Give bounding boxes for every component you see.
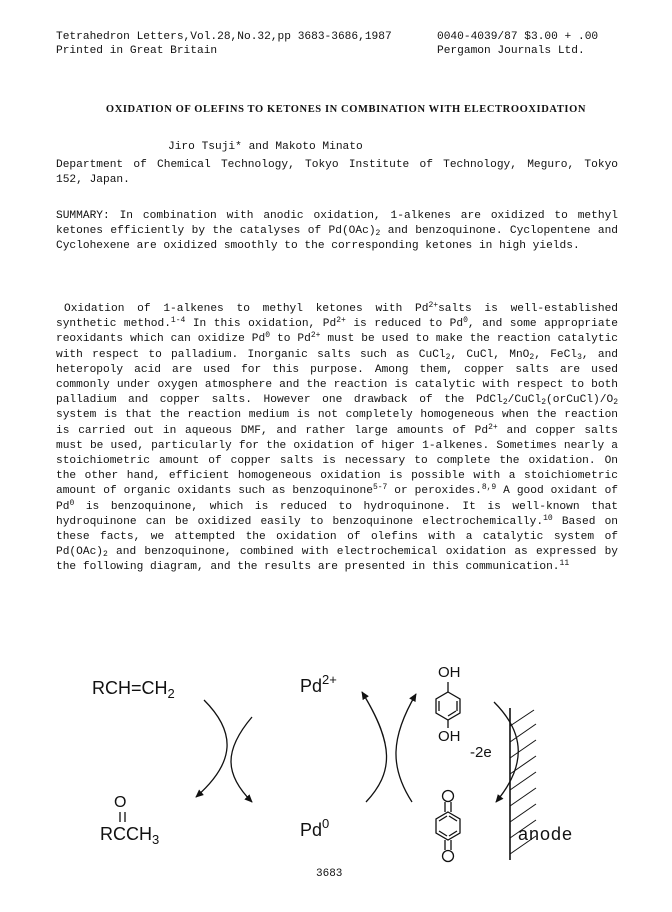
paper-title: OXIDATION OF OLEFINS TO KETONES IN COMBINATION WITH ELECTROOXIDATION (105, 104, 587, 115)
page-number: 3683 (316, 868, 343, 880)
reference-marker: 10 (543, 513, 553, 523)
superscript: 0 (265, 331, 271, 341)
subscript: 2 (541, 398, 547, 408)
ketone-text: RCCH (100, 824, 152, 844)
body-text: to Pd (270, 333, 311, 346)
body-text: and benzoquinone, combined with electrochemical oxidation as expressed by the following diagram, and the results are presented in this communication. (56, 546, 618, 574)
reference-marker: 8,9 (481, 483, 497, 493)
pd0-label (300, 816, 330, 841)
alkene-text: RCH=CH (92, 678, 168, 698)
superscript: 2+ (310, 331, 321, 341)
summary-text: In combination with anodic oxidation, 1-alkenes are oxidized to methyl ketones efficiently by the catalyses of Pd(OAc) (56, 210, 618, 238)
summary-label: SUMMARY: (56, 210, 110, 222)
body-text: must be used to make the reaction catalytic with respect to palladium. Inorganic salts such as CuCl (56, 333, 618, 361)
superscript: 0 (463, 316, 468, 326)
body-text: system is that the reaction medium is not completely homogeneous when the reaction is carried out in aqueous DMF, and rather large amounts of Pd (56, 409, 618, 437)
alkene-subscript: 2 (167, 686, 175, 701)
pd0-to-pd2-arrow (362, 692, 387, 802)
body-text: A good oxidant of Pd (56, 485, 618, 513)
pd0-text: Pd (300, 820, 323, 840)
reference-marker: 5-7 (372, 483, 388, 493)
body-text: or peroxides. (387, 485, 482, 498)
body-text: , and some appropriate reoxidants which can oxidize Pd (56, 318, 618, 346)
reaction-diagram (56, 652, 636, 892)
summary-paragraph (56, 209, 618, 255)
superscript: 2+ (488, 422, 498, 432)
quinone-to-hydroquinone-arrow (396, 694, 416, 802)
price-line: 0040-4039/87 $3.00 + .00 (437, 31, 599, 43)
superscript: 0 (69, 498, 75, 508)
body-text: , and heteropoly acid are used for this purpose. Among them, copper salts are used commonly under oxygen atmosphere and the reaction is catalytic with respect to both palladium and copper salts. However one drawback of the PdCl (56, 348, 618, 407)
publisher-line: Pergamon Journals Ltd. (437, 45, 585, 57)
subscript: 3 (577, 352, 582, 362)
ketone-label (100, 824, 159, 845)
summary-text: and benzoquinone. Cyclopentene and Cyclohexene are oxidized smoothly to the corresponding ketones in high yields. (56, 225, 618, 253)
anode-label: anode (518, 824, 574, 844)
alkene-label (92, 678, 175, 699)
body-text: , CuCl, MnO (450, 348, 530, 361)
reference-marker: 11 (559, 559, 570, 569)
body-text: salts is well-established synthetic method. (56, 303, 618, 331)
affiliation: Department of Chemical Technology, Tokyo Institute of Technology, Meguro, Tokyo 152, Japan. (56, 159, 618, 186)
benzoquinone-ring (436, 812, 460, 840)
hydroquinone-oh-top: OH (438, 664, 461, 681)
subscript: 2 (103, 550, 108, 560)
body-text: and copper salts must be used, particularly for the oxidation of higer 1-alkenes. Sometimes nearly a stoichiometric amount of copper salts is necessary to complete the oxidation. On the other hand, efficient homogeneous oxidation is possible with a stoichiometric amount of organic oxidants such as benzoquinone (56, 424, 619, 498)
pd0-superscript: 0 (322, 816, 330, 831)
body-text: Oxidation of 1-alkenes to methyl ketones with Pd (64, 303, 429, 315)
body-text: , FeCl (534, 348, 578, 361)
subscript: 2 (529, 352, 535, 362)
body-text: Based on these facts, we attempted the oxidation of olefins with a catalytic system of Pd(OAc) (56, 515, 618, 559)
body-text: is benzoquinone, which is reduced to hydroquinone. It is well-known that hydroquinone can be oxidized easily to benzoquinone electrochemically. (56, 500, 618, 528)
subscript: 2 (613, 398, 618, 408)
pd2-to-pd0-arrow (231, 717, 252, 802)
subscript: 2 (375, 229, 381, 239)
subscript: 2 (445, 352, 451, 362)
alkene-to-ketone-arrow (196, 700, 227, 797)
ketone-oxygen-label: O (114, 794, 127, 811)
authors: Jiro Tsuji* and Makoto Minato (168, 141, 363, 153)
journal-header (56, 30, 392, 58)
subscript: 2 (502, 398, 508, 408)
body-text: In this oxidation, Pd (185, 318, 337, 331)
reference-marker: 1-4 (170, 316, 186, 326)
electron-loss-label: -2e (470, 744, 492, 761)
superscript: 2+ (428, 301, 439, 310)
body-text: is reduced to Pd (345, 318, 464, 331)
printed-line: Printed in Great Britain (56, 45, 218, 57)
journal-line: Tetrahedron Letters,Vol.28,No.32,pp 3683-3686,1987 (56, 31, 392, 43)
pd2-text: Pd (300, 676, 323, 696)
hydroquinone-oh-bottom: OH (438, 728, 461, 745)
body-text: (orCuCl)/O (546, 394, 614, 407)
body-text: /CuCl (507, 394, 542, 407)
pd2-label (300, 672, 337, 697)
superscript: 2+ (336, 316, 346, 326)
pd2-superscript: 2+ (322, 672, 337, 687)
price-header (437, 30, 598, 58)
ketone-subscript: 3 (152, 832, 160, 847)
body-paragraph (56, 302, 618, 576)
